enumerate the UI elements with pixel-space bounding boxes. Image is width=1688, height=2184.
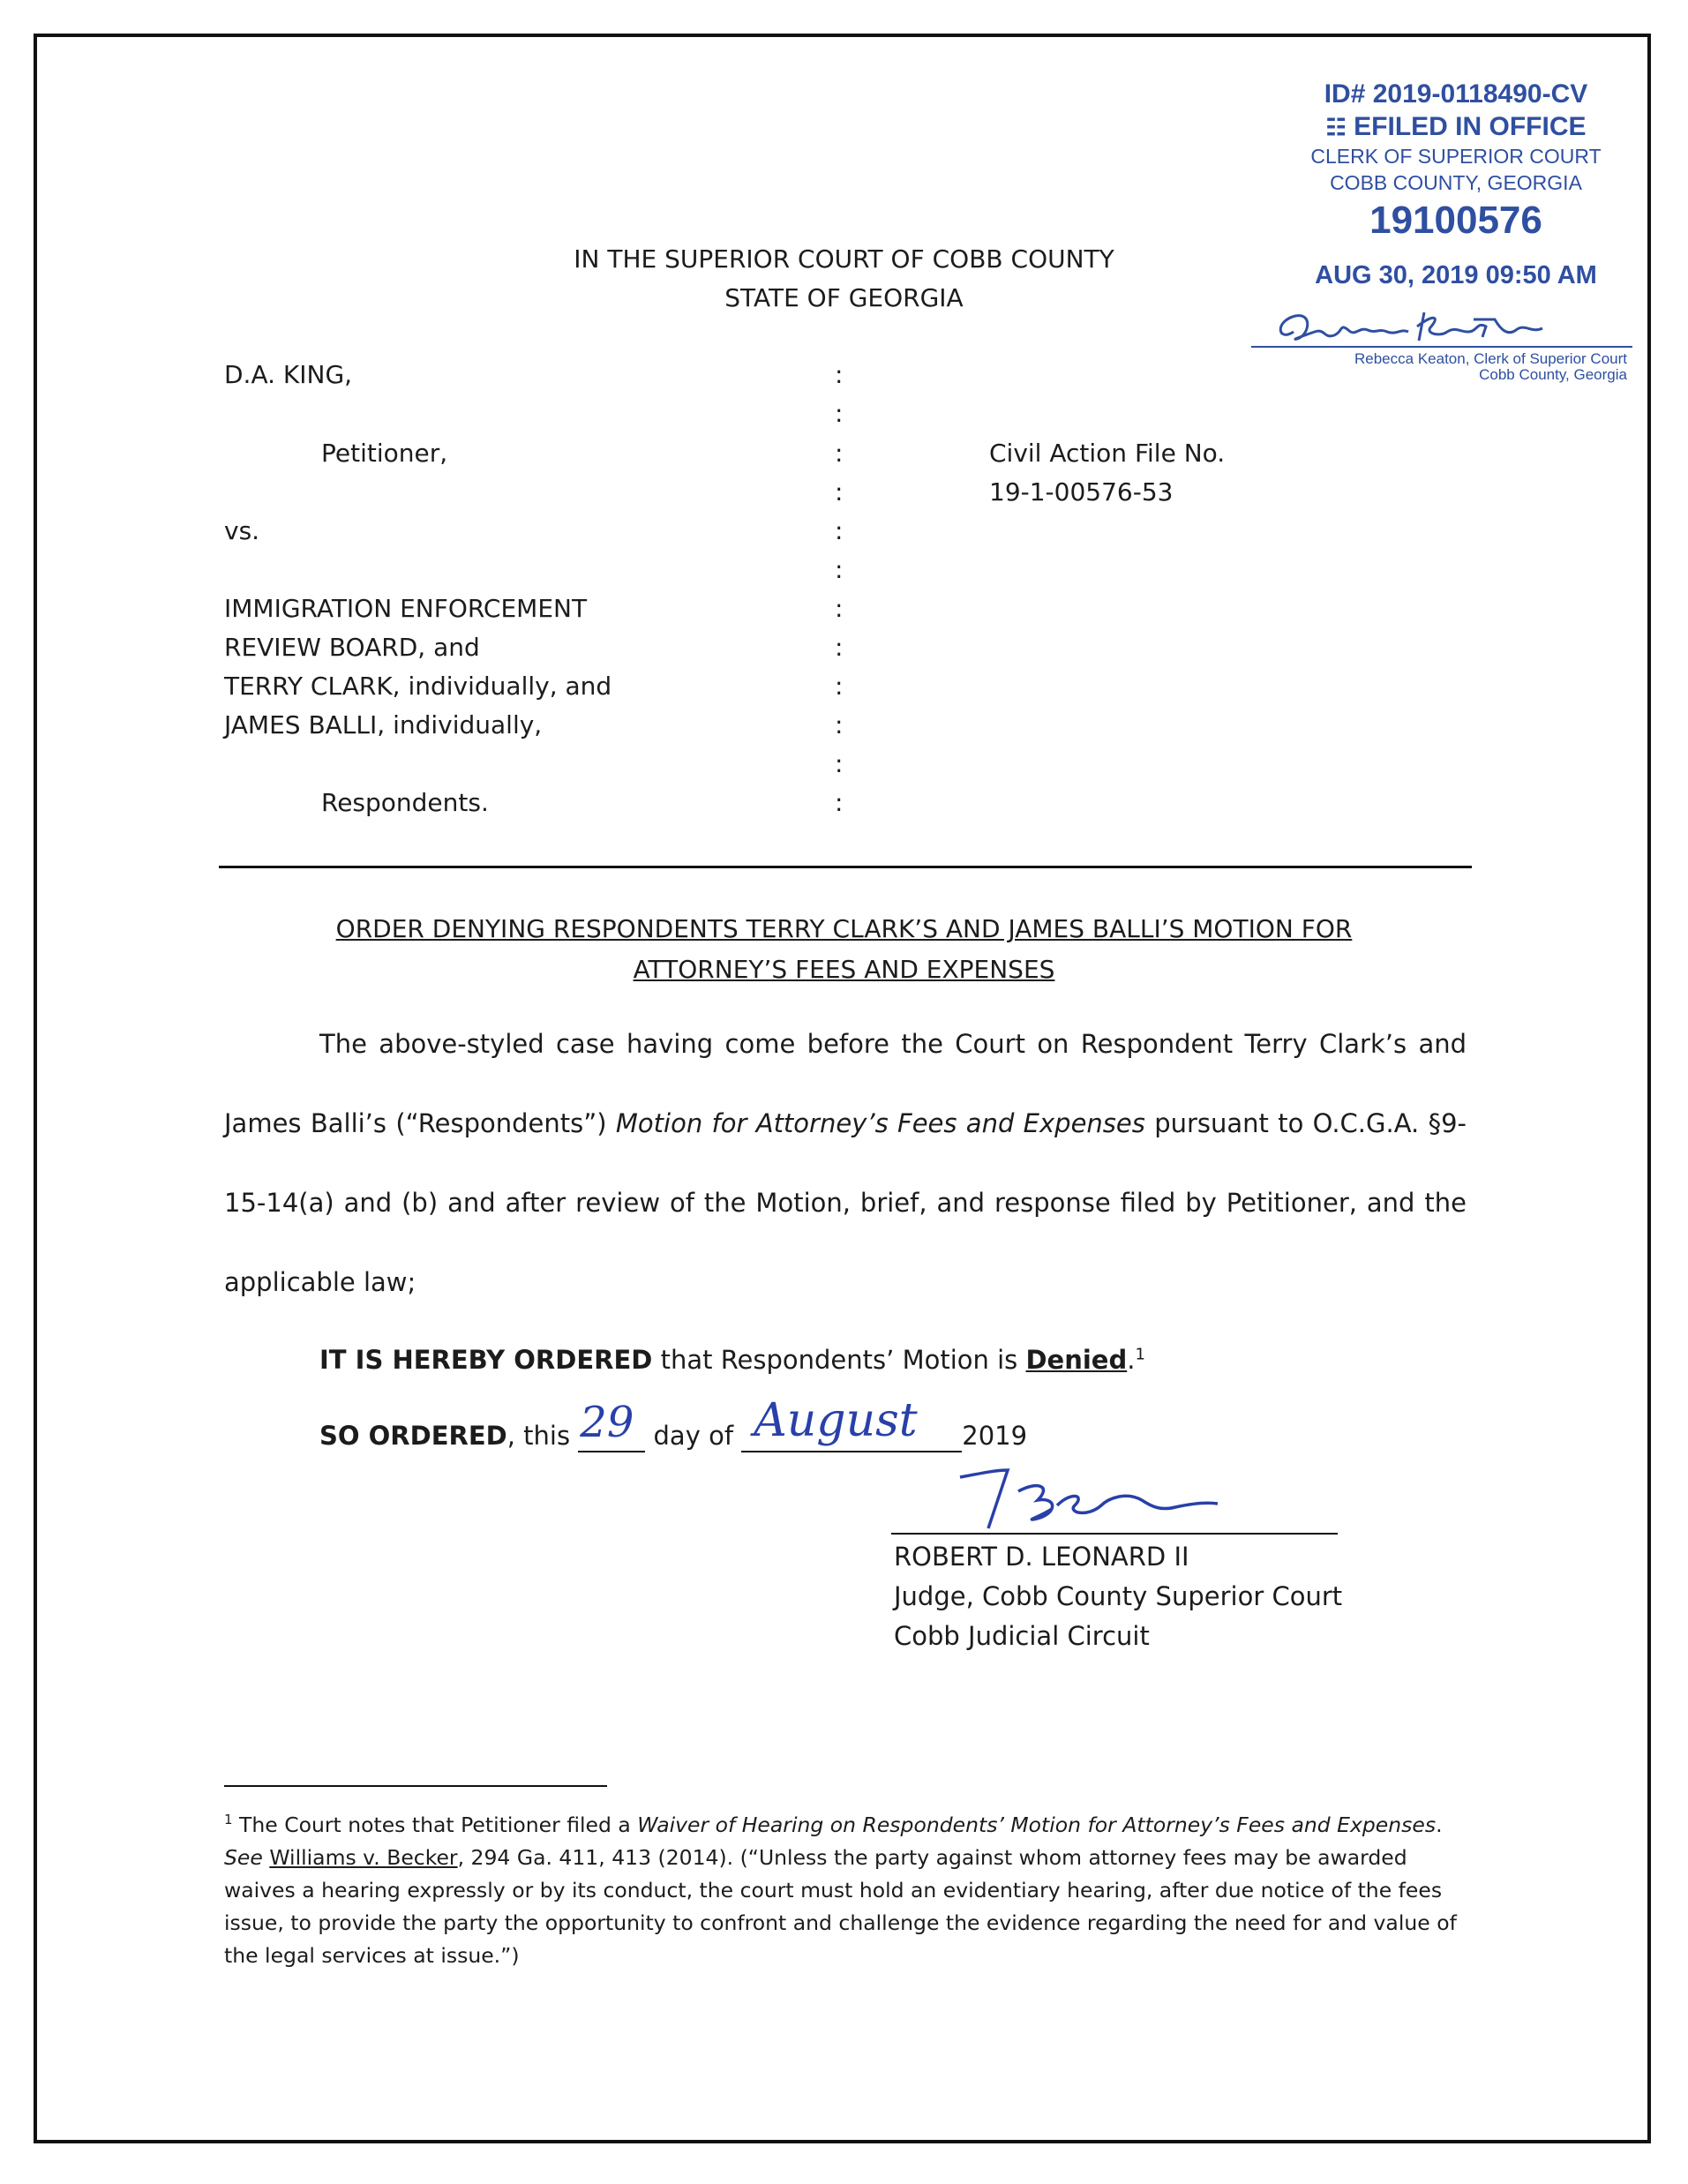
day-blank (578, 1398, 645, 1452)
judge-block (894, 1537, 1342, 1656)
case-label: Civil Action File No. (989, 439, 1226, 468)
court-heading (0, 240, 1688, 318)
caption-colon: : (835, 477, 844, 507)
judge-circuit: Cobb Judicial Circuit (894, 1621, 1150, 1651)
judge-name: ROBERT D. LEONARD II (894, 1542, 1189, 1572)
respondent-line-4: JAMES BALLI, individually, (224, 710, 543, 739)
caption-colon: : (835, 710, 844, 739)
judge-signature-image (953, 1465, 1244, 1535)
court-state: STATE OF GEORGIA (724, 283, 964, 312)
motion-title: Motion for Attorney’s Fees and Expenses (615, 1108, 1145, 1138)
respondent-line-1: IMMIGRATION ENFORCEMENT (224, 594, 588, 623)
caption-colon: : (835, 360, 844, 389)
stamp-county: COBB COUNTY, GEORGIA (1330, 171, 1582, 194)
order-title (0, 909, 1688, 990)
caption-colon: : (835, 672, 844, 701)
petitioner-label: Petitioner, (321, 439, 448, 468)
respondents-label: Respondents. (321, 788, 489, 817)
respondent-line-3: TERRY CLARK, individually, and (224, 672, 612, 701)
footnote-ref: 1 (1135, 1345, 1145, 1364)
handwritten-month: August (754, 1394, 918, 1447)
stamp-clerk-office: CLERK OF SUPERIOR COURT (1310, 145, 1602, 168)
waiver-title: Waiver of Hearing on Respondents’ Motion for Attorney’s Fees and Expenses (637, 1812, 1437, 1837)
see-signal: See (224, 1844, 263, 1870)
footnote: $^1$ The Court notes that Petitioner filed a Waiver of Hearing on Respondents’ Motion for Attorney’s Fees and Expenses. See Williams v. Becker, 294 Ga. 411, 413 (2014). (“Unless the party against whom attorney fees may be awarded waives a hearing expressly or by its conduct, the court must hold an evidentiary hearing, after due notice of the fees issue, to provide the party the opportunity to confront and challenge the evidence regarding the need for and value of the legal services at issue.”) (224, 1812, 1457, 1968)
handwritten-day: 29 (580, 1398, 634, 1447)
caption-colon: : (835, 633, 844, 662)
order-title-line-2: ATTORNEY’S FEES AND EXPENSES (633, 955, 1055, 984)
body-paragraph: The above-styled case having come before the Court on Respondent Terry Clark’s and James Balli’s (“Respondents”) Motion for Attorney’s Fees and Expenses pursuant to O.C.G.A. §9-15-14(a) and (b) and after review of the Motion, brief, and response filed by Petitioner, and the applicable law; (224, 1029, 1467, 1297)
stamp-efiled: ☷ EFILED IN OFFICE (1325, 112, 1587, 141)
caption-colon: : (835, 399, 844, 428)
judge-signature-line (891, 1533, 1338, 1535)
court-name: IN THE SUPERIOR COURT OF COBB COUNTY (574, 244, 1114, 274)
footnote-marker: 1 (224, 1812, 233, 1828)
stamp-id: ID# 2019-0118490-CV (1324, 79, 1588, 109)
stamp-clerk-caption (1251, 351, 1627, 383)
stamp-clerk-county: Cobb County, Georgia (1479, 366, 1627, 383)
caption-colon: : (835, 439, 844, 468)
caption-colon: : (835, 555, 844, 584)
caption-colon: : (835, 594, 844, 623)
caption-colon: : (835, 516, 844, 545)
month-blank (741, 1394, 962, 1452)
case-citation: Williams v. Becker (269, 1844, 458, 1870)
ordered-line: IT IS HEREBY ORDERED that Respondents’ Motion is Denied.$^1$ (319, 1345, 1145, 1375)
footnote-divider (224, 1785, 607, 1787)
so-ordered-line: SO ORDERED, this 29 day of August 2019 (319, 1394, 1028, 1451)
case-number: 19-1-00576-53 (989, 477, 1174, 507)
judge-title: Judge, Cobb County Superior Court (894, 1581, 1343, 1611)
stamp-date: AUG 30, 2019 09:50 AM (1315, 261, 1597, 289)
caption-colon: : (835, 788, 844, 817)
petitioner-name: D.A. KING, (224, 360, 353, 389)
so-ordered-bold: SO ORDERED (319, 1421, 507, 1451)
stamp-clerk-name: Rebecca Keaton, Clerk of Superior Court (1354, 350, 1627, 367)
denied-word: Denied (1025, 1345, 1128, 1375)
globe-icon: ☷ (1325, 114, 1347, 140)
caption-divider (219, 866, 1472, 868)
versus-label: vs. (224, 516, 260, 545)
clerk-signature-line (1251, 346, 1632, 348)
stamp-number: 19100576 (1369, 199, 1542, 242)
ordered-bold: IT IS HEREBY ORDERED (319, 1345, 653, 1375)
caption-colon: : (835, 749, 844, 778)
respondent-line-2: REVIEW BOARD, and (224, 633, 480, 662)
order-title-line-1: ORDER DENYING RESPONDENTS TERRY CLARK’S AND JAMES BALLI’S MOTION FOR (335, 914, 1353, 943)
